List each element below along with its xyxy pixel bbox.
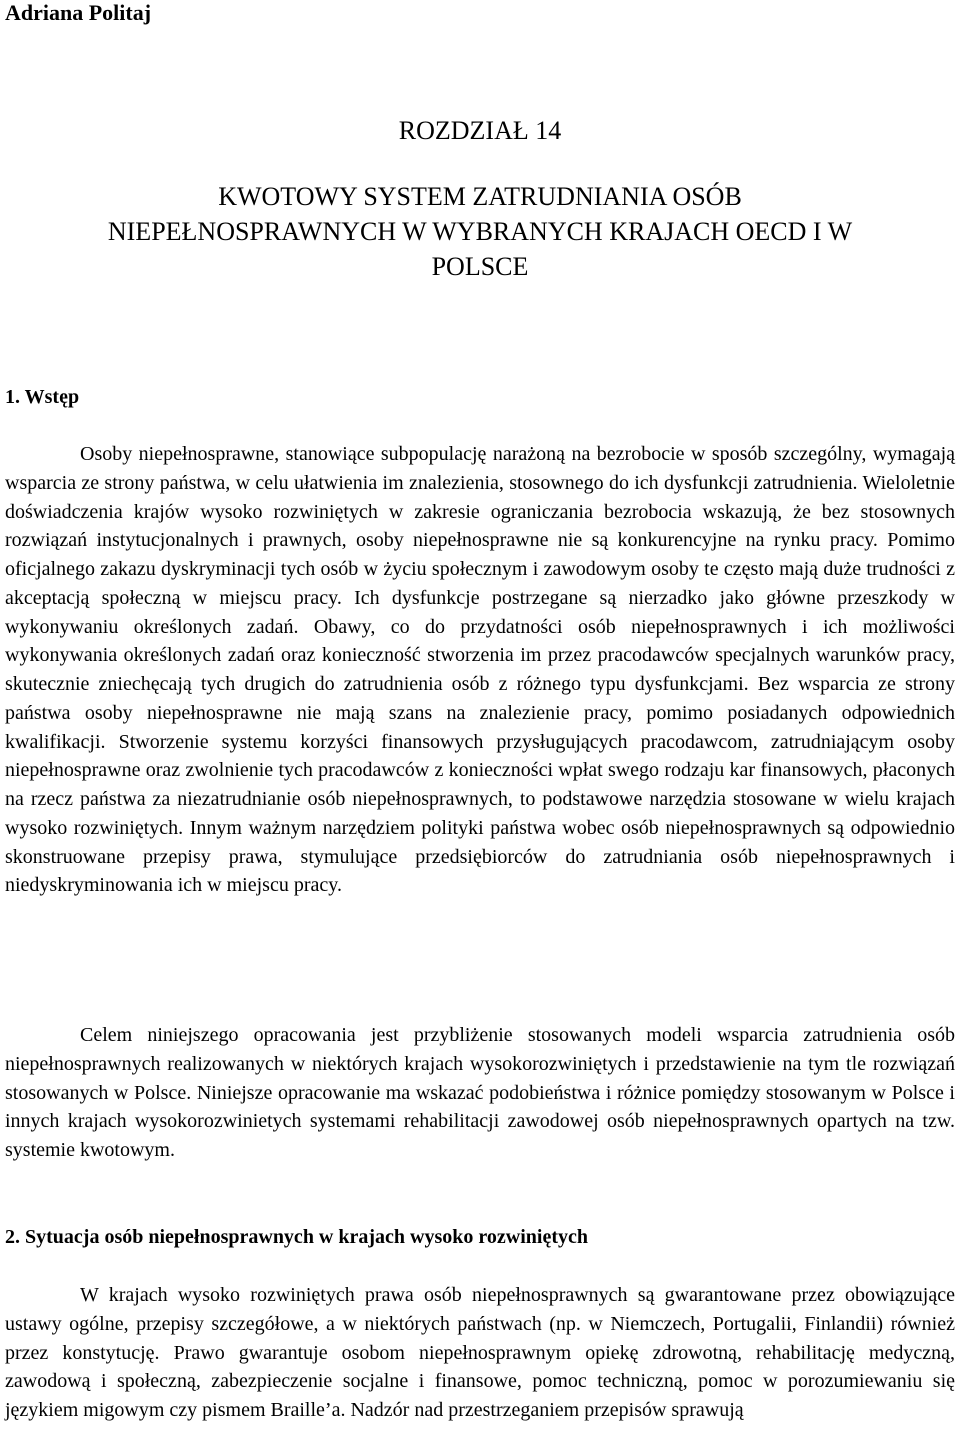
paragraph-introduction-2: Celem niniejszego opracowania jest przybliżenie stosowanych modeli wsparcia zatrudnienia osób niepełnosprawnych realizowanych w niektórych krajach wysokorozwiniętych i przedstawienie na tym tle rozwiązań stosowanych w Polsce. Niniejsze opracowanie ma wskazać podobieństwa i różnice pomiędzy stosowanym w Polsce i innych krajach wysokorozwinietych systemami rehabilitacji zawodowej osób niepełnosprawnych opartych na tzw. systemie kwotowym. [5,1024,955,1161]
chapter-label: ROZDZIAŁ 14 [398,116,562,145]
chapter-title-line: POLSCE [431,252,529,281]
chapter-title-line: NIEPEŁNOSPRAWNYCH W WYBRANYCH KRAJACH OECD I W [107,217,853,246]
paragraph-introduction-1: Osoby niepełnosprawne, stanowiące subpopulację narażoną na bezrobocie w sposób szczególny, wymagają wsparcia ze strony państwa, w celu ułatwienia im znalezienia, stosownego do ich dysfunkcji zatrudnienia. Wieloletnie doświadczenia krajów wysoko rozwiniętych w zakresie ograniczania bezrobocia wskazują, że bez stosownych rozwiązań instytucjonalnych i prawnych, osoby niepełnosprawne nie są konkurencyjne na rynku pracy. Pomimo oficjalnego zakazu dyskryminacji tych osób w życiu społecznym i zawodowym osoby te często mają duże trudności z akceptacją społeczną w miejscu pracy. Ich dysfunkcje postrzegane są nierzadko jako główne przeszkody w wykonywaniu określonych zadań. Obawy, co do przydatności osób niepełnosprawnych i ich możliwości wykonywania określonych zadań oraz konieczność stworzenia im przez pracodawców specjalnych warunków pracy, skutecznie zniechęcają tych drugich do zatrudnienia osób z różnego typu dysfunkcjami. Bez wsparcia ze strony państwa osoby niepełnosprawne nie mają szans na znalezienie pracy, pomimo posiadanych odpowiednich kwalifikacji. Stworzenie systemu korzyści finansowych przysługujących pracodawcom, zatrudniającym osoby niepełnosprawne oraz zwolnienie tych pracodawców z konieczności wpłat swego rodzaju kar finansowych, płaconych na rzecz państwa za niezatrudnianie osób niepełnosprawnych, to podstawowe narzędzia stosowane w wielu krajach wysoko rozwiniętych. Innym ważnym narzędziem polityki państwa wobec osób niepełnosprawnych są odpowiednio skonstruowane przepisy prawa, stymulujące przedsiębiorców do zatrudniania osób niepełnosprawnych i niedyskryminowania ich w miejscu pracy. [5,443,955,897]
section-heading-situation: 2. Sytuacja osób niepełnosprawnych w krajach wysoko rozwiniętych [5,1226,588,1248]
paragraph-situation-1: W krajach wysoko rozwiniętych prawa osób niepełnosprawnych są gwarantowane przez obowiązujące ustawy ogólne, przepisy szczegółowe, a w niektórych państwach (np. w Niemczech, Portugalii, Finlandii) również przez konstytucję. Prawo gwarantuje osobom niepełnosprawnym opiekę zdrowotną, rehabilitację medyczną, zawodową i społeczną, zabezpieczenie socjalne i finansowe, pomoc techniczną, pomoc w porozumiewaniu się językiem migowym czy pismem Braille’a. Nadzór nad przestrzeganiem przepisów sprawują [5,1284,955,1421]
section-heading-introduction: 1. Wstęp [5,386,80,408]
chapter-title [0,179,960,284]
chapter-title-line: KWOTOWY SYSTEM ZATRUDNIANIA OSÓB [218,182,742,211]
author-name: Adriana Politaj [5,0,152,25]
